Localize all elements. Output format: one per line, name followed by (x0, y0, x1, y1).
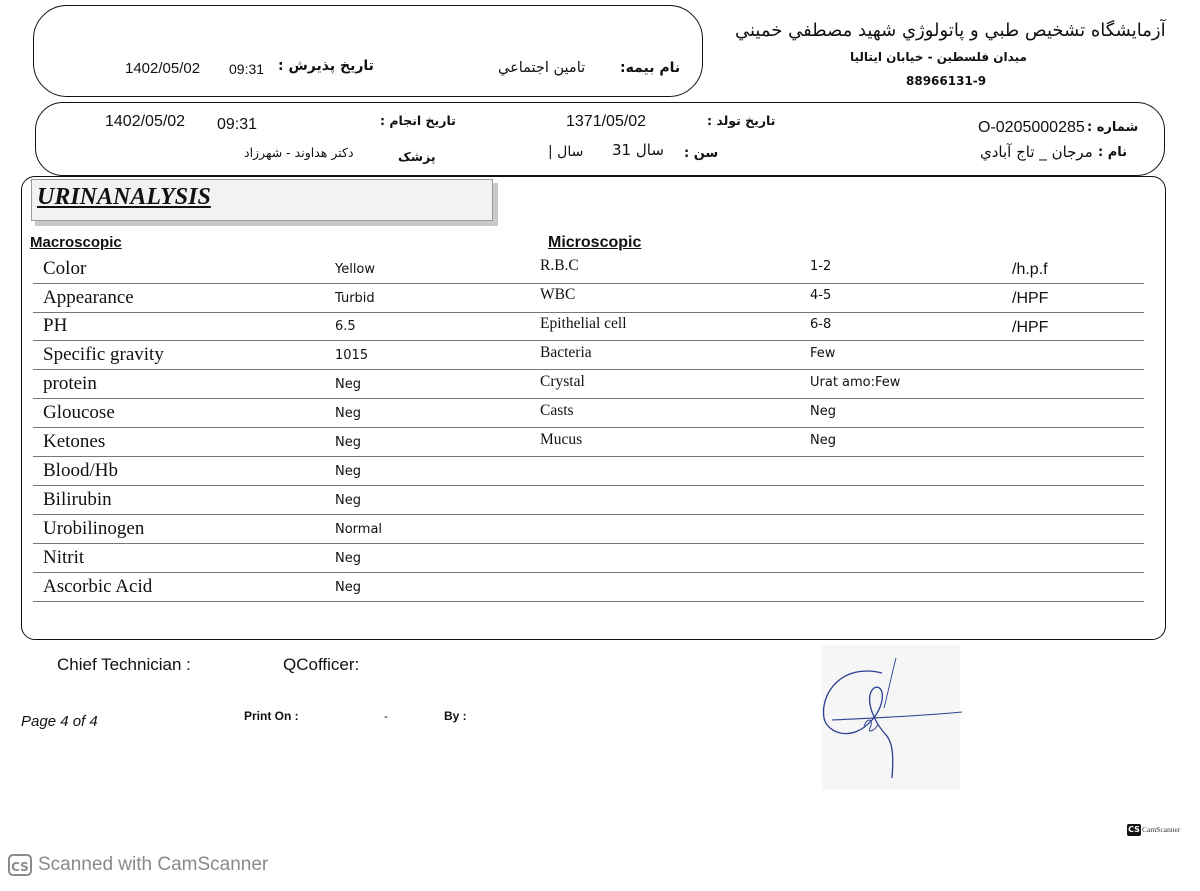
macro-test-name: Appearance (43, 287, 134, 308)
row-divider (33, 427, 1144, 428)
dob-value: 1371/05/02 (566, 113, 647, 130)
by-label: By : (444, 709, 467, 723)
micro-test-name: Crystal (540, 373, 585, 390)
patient-number-label: شماره : (1087, 120, 1139, 135)
row-divider (33, 369, 1144, 370)
admission-date-label: تاريخ پذيرش : (278, 58, 374, 74)
report-title: URINANALYSIS (37, 184, 211, 210)
row-divider (33, 543, 1144, 544)
macro-test-value: Neg (335, 435, 361, 450)
camscanner-logo: CS (8, 854, 32, 876)
camscanner-small-text: CamScanner (1142, 825, 1181, 834)
row-divider (33, 456, 1144, 457)
micro-test-value: Neg (810, 404, 836, 419)
macro-test-name: Gloucose (43, 402, 115, 423)
micro-test-name: R.B.C (540, 257, 579, 274)
signature-icon (812, 648, 972, 788)
macro-test-name: PH (43, 315, 68, 336)
done-date: 1402/05/02 (105, 113, 186, 130)
macro-test-value: Normal (335, 522, 383, 537)
row-divider (33, 398, 1144, 399)
camscanner-text: Scanned with CamScanner (38, 854, 269, 875)
insurance-label: نام بيمه: (620, 60, 681, 76)
micro-test-name: Epithelial cell (540, 315, 627, 332)
macro-test-value: Neg (335, 406, 361, 421)
patient-name: مرجان _ تاج آبادي (980, 143, 1093, 161)
lab-phone: 88966131-9 (906, 74, 987, 88)
lab-name: آزمايشگاه تشخيص طبي و پاتولوژي شهيد مصطفي خميني (735, 20, 1166, 41)
insurance-value: تامين اجتماعي (498, 60, 586, 76)
lab-address: ميدان فلسطين - خيابان ايتاليا (850, 50, 1027, 64)
admission-date: 1402/05/02 (125, 60, 201, 77)
doctor-value: دکتر هداوند - شهرزاد (244, 145, 354, 160)
macro-test-value: Neg (335, 551, 361, 566)
macroscopic-heading: Macroscopic (30, 234, 122, 251)
doctor-label: پزشک (398, 149, 436, 164)
macro-test-value: Yellow (335, 262, 376, 277)
microscopic-heading: Microscopic (548, 234, 642, 251)
macro-test-value: 6.5 (335, 319, 356, 334)
micro-test-value: 6-8 (810, 317, 832, 332)
row-divider (33, 601, 1144, 602)
print-on-value: - (384, 709, 388, 723)
macro-test-value: Neg (335, 580, 361, 595)
row-divider (33, 312, 1144, 313)
micro-test-unit: /HPF (1012, 290, 1049, 307)
age-value: سال 31 (612, 141, 664, 159)
macro-test-name: Color (43, 258, 87, 279)
micro-test-value: Neg (810, 433, 836, 448)
macro-test-value: Turbid (335, 291, 375, 306)
row-divider (33, 283, 1144, 284)
macro-test-name: Ketones (43, 431, 106, 452)
row-divider (33, 514, 1144, 515)
age-label: سن : (684, 146, 719, 161)
patient-name-label: نام : (1098, 145, 1128, 160)
macro-test-name: protein (43, 373, 97, 394)
patient-number: O-0205000285 (978, 119, 1085, 136)
macro-test-value: Neg (335, 493, 361, 508)
macro-test-name: Specific gravity (43, 344, 164, 365)
admission-time: 09:31 (229, 61, 265, 77)
micro-test-name: Casts (540, 402, 574, 419)
row-divider (33, 485, 1144, 486)
chief-technician: Chief Technician : (57, 655, 191, 674)
micro-test-value: 1-2 (810, 259, 832, 274)
page-number: Page 4 of 4 (21, 713, 98, 730)
camscanner-small-badge: CS (1128, 825, 1140, 834)
micro-test-unit: /h.p.f (1012, 261, 1048, 278)
macro-test-name: Nitrit (43, 547, 85, 568)
micro-test-name: Bacteria (540, 344, 592, 361)
micro-test-value: Urat amo:Few (810, 375, 901, 390)
micro-test-name: WBC (540, 286, 576, 303)
macro-test-value: Neg (335, 377, 361, 392)
dob-label: تاريخ تولد : (707, 113, 776, 128)
macro-test-name: Bilirubin (43, 489, 112, 510)
row-divider (33, 572, 1144, 573)
micro-test-value: Few (810, 346, 836, 361)
done-time: 09:31 (217, 116, 258, 133)
row-divider (33, 340, 1144, 341)
macro-test-name: Blood/Hb (43, 460, 118, 481)
micro-test-value: 4-5 (810, 288, 832, 303)
micro-test-unit: /HPF (1012, 319, 1049, 336)
done-date-label: تاريخ انجام : (380, 113, 456, 128)
print-on-label: Print On : (244, 709, 299, 723)
macro-test-name: Urobilinogen (43, 518, 145, 539)
macro-test-name: Ascorbic Acid (43, 576, 153, 597)
macro-test-value: Neg (335, 464, 361, 479)
admission-box (33, 5, 703, 97)
micro-test-name: Mucus (540, 431, 583, 448)
age-extra: سال | (548, 144, 584, 160)
qc-officer: QCofficer: (283, 655, 360, 674)
macro-test-value: 1015 (335, 348, 369, 363)
